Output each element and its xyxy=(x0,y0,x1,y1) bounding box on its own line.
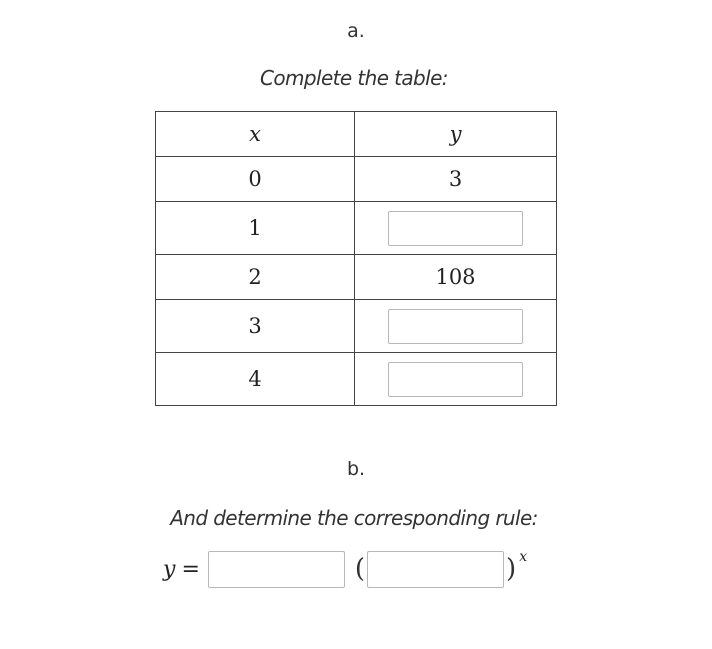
xy-table xyxy=(155,111,557,406)
y-input-x1[interactable] xyxy=(388,211,523,246)
y-cell-1 xyxy=(355,202,557,255)
x-cell-1: 1 xyxy=(156,202,355,255)
header-x xyxy=(156,112,355,157)
close-paren: ) xyxy=(506,554,517,584)
table-header-row xyxy=(156,112,557,157)
equals-sign: = xyxy=(181,556,200,582)
header-y-label: y xyxy=(449,122,462,146)
table-instruction: Complete the table: xyxy=(260,66,448,90)
table-row xyxy=(156,255,557,300)
y-cell-3 xyxy=(355,300,557,353)
base-input[interactable] xyxy=(367,551,504,588)
header-y xyxy=(355,112,557,157)
rule-lhs: y xyxy=(163,556,176,582)
x-cell-0: 0 xyxy=(156,157,355,202)
table-row xyxy=(156,202,557,255)
part-a-label: a. xyxy=(347,20,365,42)
y-cell-0: 3 xyxy=(355,157,557,202)
exponent-x: x xyxy=(519,549,528,565)
coefficient-input[interactable] xyxy=(208,551,345,588)
y-input-x4[interactable] xyxy=(388,362,523,397)
x-cell-2: 2 xyxy=(156,255,355,300)
x-cell-4: 4 xyxy=(156,353,355,406)
table-row xyxy=(156,300,557,353)
part-b-label: b. xyxy=(346,458,366,480)
rule-equation xyxy=(163,548,527,590)
table-row xyxy=(156,353,557,406)
y-input-x3[interactable] xyxy=(388,309,523,344)
y-cell-4 xyxy=(355,353,557,406)
y-cell-2: 108 xyxy=(355,255,557,300)
x-cell-3: 3 xyxy=(156,300,355,353)
open-paren: ( xyxy=(354,554,366,584)
rule-instruction: And determine the corresponding rule: xyxy=(170,506,538,530)
table-row xyxy=(156,157,557,202)
header-x-label: x xyxy=(249,122,261,146)
